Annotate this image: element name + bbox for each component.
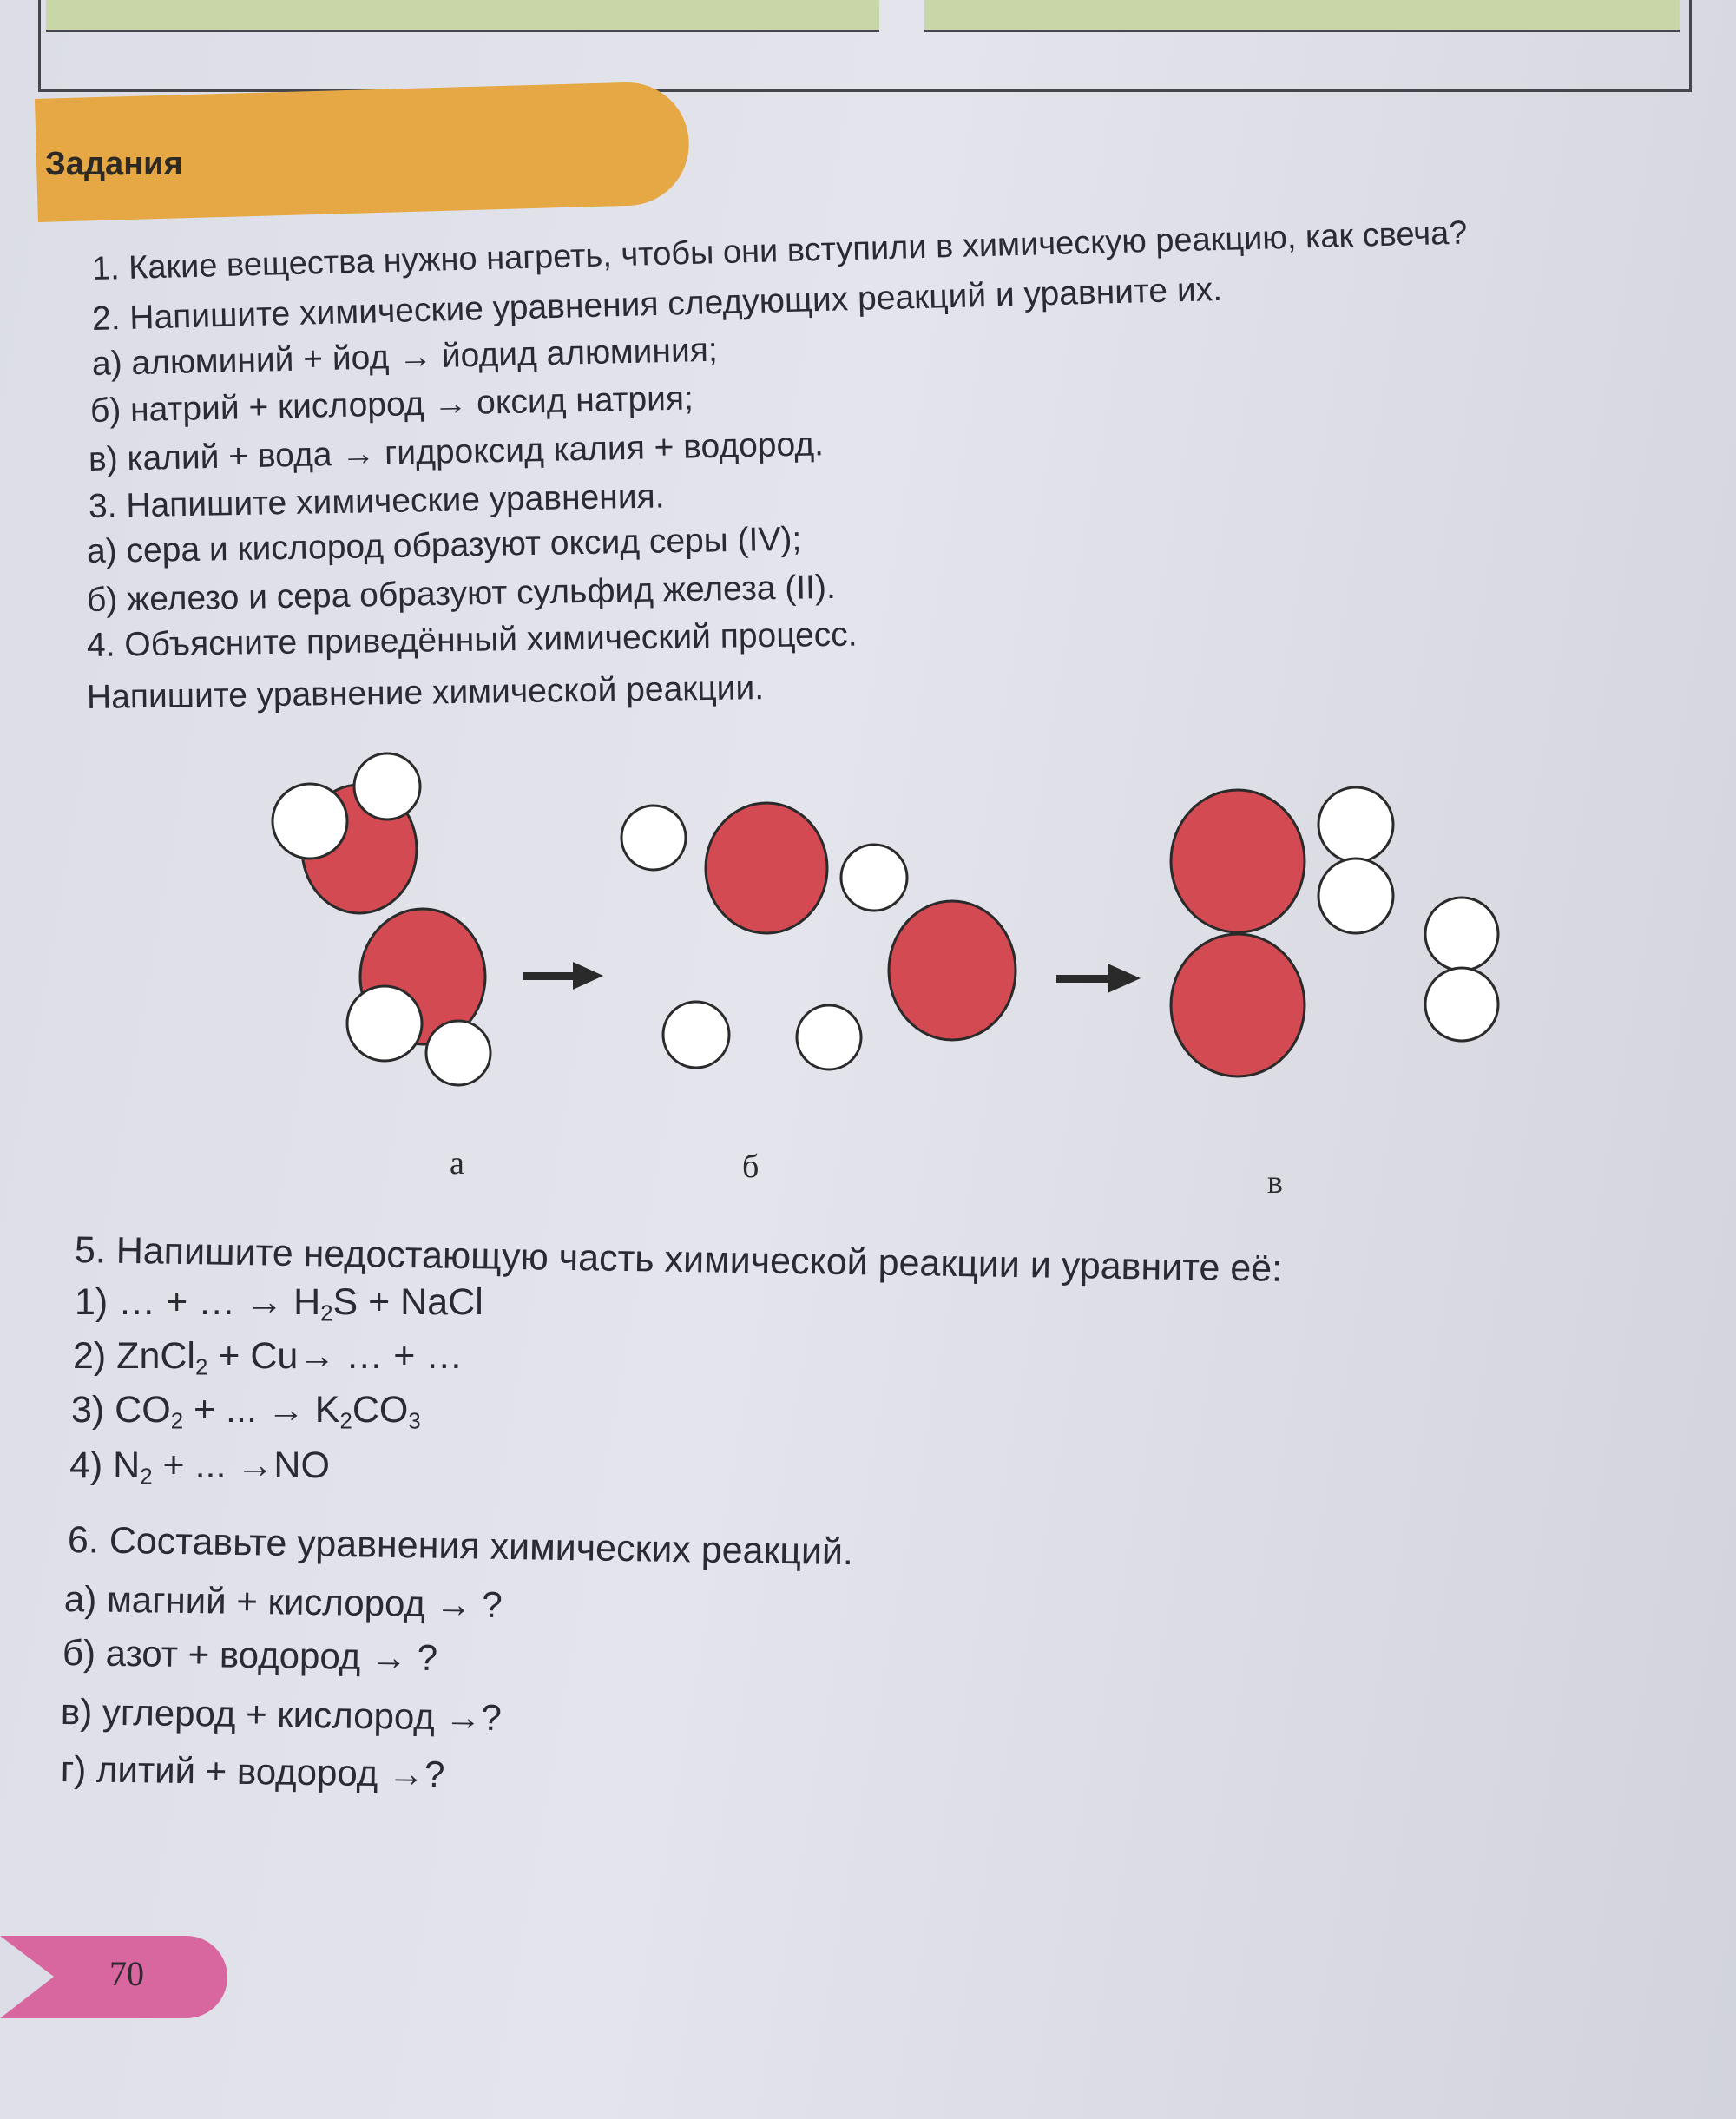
- oxygen-atom: [706, 803, 827, 933]
- hydrogen-atom: [347, 986, 422, 1061]
- task-4-instruction: Напишите уравнение химической реакции.: [86, 669, 765, 716]
- hydrogen-atom: [1318, 787, 1393, 862]
- hydrogen-atom: [621, 806, 686, 870]
- oxygen-molecule: [1171, 790, 1305, 1076]
- label-a: а: [450, 1145, 464, 1181]
- task-5-eq1: 1) … + … → $H_2S$ + NaCl: [75, 1281, 483, 1326]
- task-6a: а) магний + кислород → ?: [63, 1578, 503, 1626]
- oxygen-atom: [1171, 934, 1305, 1076]
- hydrogen-atom: [1318, 859, 1393, 933]
- hydrogen-atom: [273, 784, 347, 859]
- hydrogen-atom: [797, 1005, 861, 1069]
- hydrogen-molecule-1: [1318, 787, 1393, 933]
- label-b: б: [742, 1148, 760, 1185]
- hydrogen-molecule-2: [1425, 898, 1498, 1041]
- water-molecule-2: [347, 909, 490, 1085]
- task-2a: а) алюминий + йод → йодид алюминия;: [91, 331, 719, 383]
- task-2: 2. Напишите химические уравнения следующих реакций и уравните их.: [91, 270, 1223, 338]
- page-tab-notch: [0, 1936, 61, 2018]
- hydrogen-atom: [354, 753, 420, 819]
- hydrogen-atom: [663, 1002, 729, 1068]
- hydrogen-atom: [426, 1021, 490, 1085]
- task-4: 4. Объясните приведённый химический процесс.: [86, 615, 858, 664]
- task-6-heading: 6. Составьте уравнения химических реакций.: [67, 1519, 854, 1574]
- page-number: 70: [109, 1954, 144, 1993]
- task-5-eq2: 2) ZnCl$_2$ + Cu→ … + …: [73, 1335, 464, 1380]
- task-5-eq4: 4) $N_2$ + ... →NO: [69, 1444, 330, 1490]
- task-2b: б) натрий + кислород → оксид натрия;: [89, 379, 694, 430]
- water-molecule-1: [273, 753, 420, 913]
- section-title: Задания: [45, 146, 183, 182]
- task-3: 3. Напишите химические уравнения.: [88, 477, 665, 525]
- arrow-1-shaft: [523, 972, 575, 980]
- oxygen-atom: [1171, 790, 1305, 932]
- hydrogen-atom: [841, 845, 907, 911]
- arrow-1-head: [573, 962, 603, 990]
- label-v: в: [1267, 1164, 1283, 1201]
- task-5-heading: 5. Напишите недостающую часть химической реакции и уравните её:: [74, 1229, 1283, 1290]
- task-6b: б) азот + водород → ?: [62, 1632, 438, 1679]
- hydrogen-atom: [1425, 968, 1498, 1041]
- task-3a: а) сера и кислород образуют оксид серы (IV);: [86, 520, 802, 570]
- reaction-diagram: [0, 729, 1736, 1215]
- task-6c: в) углерод + кислород →?: [60, 1691, 503, 1739]
- task-6d: г) литий + водород →?: [60, 1748, 445, 1795]
- task-2c: в) калий + вода → гидроксид калия + водород.: [88, 425, 825, 478]
- task-1: 1. Какие вещества нужно нагреть, чтобы они вступили в химическую реакцию, как свеча?: [91, 214, 1468, 287]
- arrow-2-shaft: [1056, 975, 1110, 983]
- oxygen-atom: [889, 901, 1016, 1040]
- hydrogen-atom: [1425, 898, 1498, 971]
- task-3b: б) железо и сера образуют сульфид железа (II).: [86, 568, 837, 619]
- arrow-2-head: [1108, 964, 1141, 993]
- task-5-eq3: 3) $CO_2$ + ... → $K_2CO_3$: [71, 1389, 421, 1434]
